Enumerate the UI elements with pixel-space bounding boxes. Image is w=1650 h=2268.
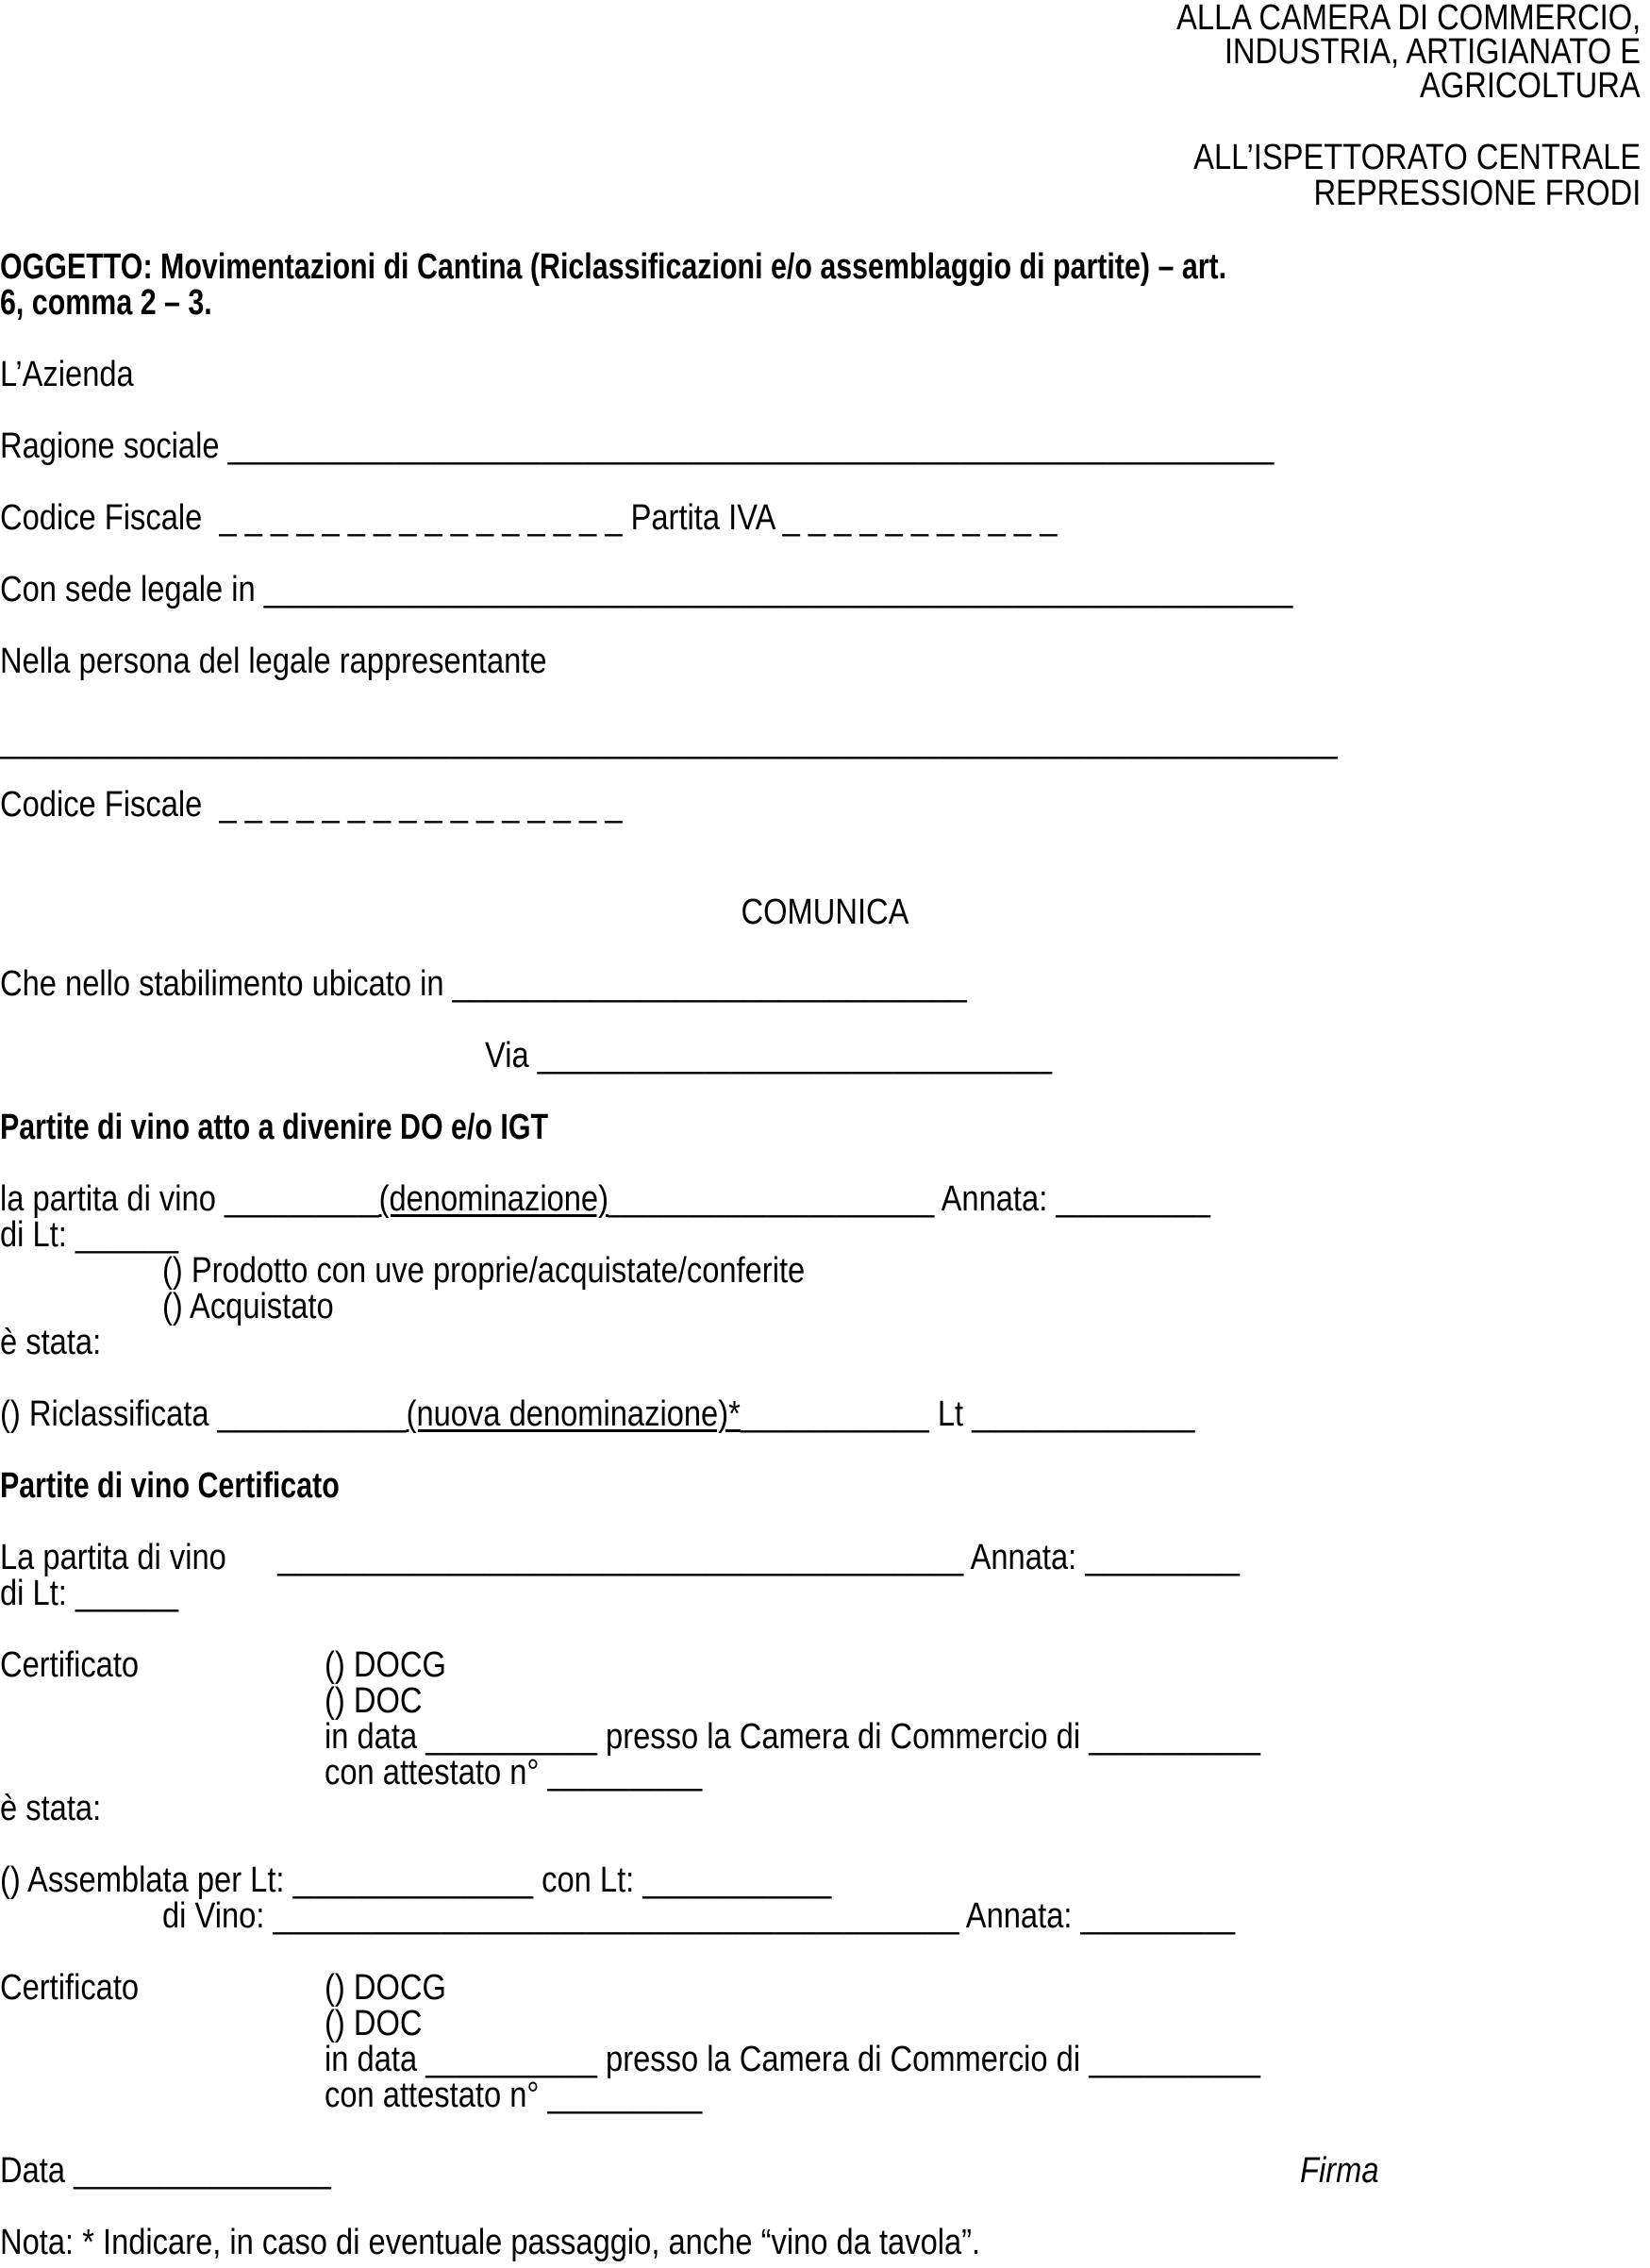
stabilimento-row <box>0 966 967 1002</box>
subject-line-2: 6, comma 2 – 3. <box>0 283 212 323</box>
do-partita-label: la partita di vino <box>0 1179 216 1219</box>
cert-lt-field[interactable]: ______ <box>75 1574 178 1613</box>
cert-annata-label: Annata: <box>970 1538 1077 1577</box>
riclassificata-option[interactable]: () Riclassificata <box>0 1394 209 1434</box>
sede-legale-label: Con sede legale in <box>0 570 256 609</box>
do-annata-field[interactable]: _________ <box>1056 1179 1210 1219</box>
do-option-acquistato[interactable]: () Acquistato <box>162 1287 334 1326</box>
via-field[interactable]: ______________________________ <box>537 1036 1052 1076</box>
firma-label: Firma <box>1300 2151 1379 2191</box>
cert1-attestato-row <box>325 1755 702 1791</box>
cert2-option-docg[interactable]: () DOCG <box>325 1968 446 2008</box>
cert2-attestato-field[interactable]: _________ <box>547 2076 703 2115</box>
rappresentante-label: Nella persona del legale rappresentante <box>0 642 547 681</box>
assemblata-option[interactable]: () Assemblata per Lt: <box>0 1860 285 1900</box>
do-partita-hint: (denominazione) <box>378 1179 608 1219</box>
cert1-attestato-label: con attestato n° <box>325 1753 540 1793</box>
cert1-attestato-field[interactable]: _________ <box>547 1753 703 1793</box>
subject-line-1: OGGETTO: Movimentazioni di Cantina (Riclassificazioni e/o assemblaggio di partite) – art. <box>0 247 1227 287</box>
cert2-in-data-label: in data <box>325 2040 418 2079</box>
cert2-label: Certificato <box>0 1968 140 2008</box>
riclassificata-field[interactable] <box>218 1394 929 1434</box>
data-field[interactable]: _______________ <box>74 2151 331 2191</box>
con-lt-label: con Lt: <box>542 1860 635 1900</box>
cert1-presso-label: presso la Camera di Commercio di <box>606 1717 1081 1757</box>
section-do-heading: Partite di vino atto a divenire DO e/o IGT <box>0 1108 549 1147</box>
recipient-inspectorate-line-2: REPRESSIONE FRODI <box>1313 174 1641 213</box>
assemblata-lt-field[interactable]: ______________ <box>292 1860 534 1900</box>
riclass-blank-pre: ___________ <box>217 1394 407 1434</box>
ragione-sociale-row <box>0 428 1274 464</box>
data-row <box>0 2153 331 2189</box>
cert-partita-label: La partita di vino <box>0 1538 226 1577</box>
riclassificata-row <box>0 1396 1194 1432</box>
do-lt-label: di Lt: <box>0 1215 67 1255</box>
rappr-codice-fiscale-label: Codice Fiscale <box>0 785 203 825</box>
via-row <box>485 1038 1052 1074</box>
cert2-attestato-row <box>325 2077 702 2113</box>
cert-partita-row <box>0 1540 1240 1576</box>
codice-fiscale-row <box>0 500 1057 536</box>
cert2-presso-field[interactable]: __________ <box>1089 2040 1260 2079</box>
do-partita-blank-pre: _________ <box>224 1179 379 1219</box>
cert-annata-field[interactable]: _________ <box>1085 1538 1240 1577</box>
cert1-label: Certificato <box>0 1645 140 1685</box>
cert2-in-data-row <box>325 2042 1260 2077</box>
rappresentante-field[interactable]: ______________________________________________________________________________ <box>0 721 1338 760</box>
sede-legale-field[interactable]: ____________________________________________________________ <box>263 570 1293 609</box>
riclass-lt-label: Lt <box>937 1394 964 1434</box>
do-lt-field[interactable]: ______ <box>75 1215 178 1255</box>
annata2-field[interactable]: _________ <box>1080 1896 1236 1936</box>
rappr-codice-fiscale-field[interactable]: _ _ _ _ _ _ _ _ _ _ _ _ _ _ _ _ <box>219 785 623 825</box>
stabilimento-field[interactable]: ______________________________ <box>452 964 967 1004</box>
recipient-chamber-line-3: AGRICOLTURA <box>1420 66 1641 106</box>
do-partita-field[interactable] <box>225 1179 934 1219</box>
via-label: Via <box>485 1036 529 1076</box>
cert2-attestato-label: con attestato n° <box>325 2076 540 2115</box>
do-annata-label: Annata: <box>941 1179 1048 1219</box>
riclass-hint: (nuova denominazione)* <box>406 1394 741 1434</box>
codice-fiscale-label: Codice Fiscale <box>0 498 203 538</box>
di-vino-label: di Vino: <box>162 1896 265 1936</box>
recipient-chamber-line-2: INDUSTRIA, ARTIGIANATO E <box>1224 32 1641 72</box>
rappr-codice-fiscale-row <box>0 787 622 823</box>
di-vino-row <box>162 1898 1235 1934</box>
cert1-in-data-row <box>325 1719 1260 1755</box>
cert1-presso-field[interactable]: __________ <box>1089 1717 1260 1757</box>
partita-iva-field[interactable]: _ _ _ _ _ _ _ _ _ _ _ <box>782 498 1058 538</box>
recipient-chamber-line-1: ALLA CAMERA DI COMMERCIO, <box>1175 0 1641 38</box>
riclass-lt-field[interactable]: _____________ <box>972 1394 1195 1434</box>
assemblata-row <box>0 1862 831 1898</box>
cert2-presso-label: presso la Camera di Commercio di <box>606 2040 1081 2079</box>
do-partita-blank-post: ___________________ <box>608 1179 935 1219</box>
ragione-sociale-field[interactable]: _____________________________________________________________ <box>227 426 1275 466</box>
codice-fiscale-field[interactable]: _ _ _ _ _ _ _ _ _ _ _ _ _ _ _ _ <box>219 498 623 538</box>
do-partita-row <box>0 1181 1210 1217</box>
data-label: Data <box>0 2151 66 2191</box>
cert1-option-docg[interactable]: () DOCG <box>325 1645 446 1685</box>
partita-iva-label: Partita IVA <box>630 498 775 538</box>
cert-lt-row <box>0 1576 178 1611</box>
con-lt-field[interactable]: ___________ <box>642 1860 832 1900</box>
cert1-in-data-label: in data <box>325 1717 418 1757</box>
do-option-prodotto[interactable]: () Prodotto con uve proprie/acquistate/conferite <box>162 1251 806 1291</box>
do-stata-label: è stata: <box>0 1323 102 1362</box>
section-cert-heading: Partite di vino Certificato <box>0 1466 340 1506</box>
annata2-label: Annata: <box>965 1896 1073 1936</box>
cert-stata-label: è stata: <box>0 1789 102 1828</box>
di-vino-field[interactable]: ________________________________________ <box>273 1896 959 1936</box>
stabilimento-label: Che nello stabilimento ubicato in <box>0 964 444 1004</box>
sede-legale-row <box>0 572 1292 608</box>
ragione-sociale-label: Ragione sociale <box>0 426 220 466</box>
azienda-intro: L’Azienda <box>0 355 134 394</box>
cert1-in-data-field[interactable]: __________ <box>425 1717 597 1757</box>
cert2-option-doc[interactable]: () DOC <box>325 2004 423 2043</box>
cert1-option-doc[interactable]: () DOC <box>325 1681 423 1721</box>
riclass-blank-post: ___________ <box>740 1394 929 1434</box>
nota: Nota: * Indicare, in caso di eventuale passaggio, anche “vino da tavola”. <box>0 2223 981 2262</box>
do-lt-row <box>0 1217 178 1253</box>
comunica-heading: COMUNICA <box>741 892 909 932</box>
recipient-inspectorate-line-1: ALL’ISPETTORATO CENTRALE <box>1192 138 1641 177</box>
cert-partita-field[interactable]: ________________________________________ <box>277 1538 964 1577</box>
cert2-in-data-field[interactable]: __________ <box>425 2040 597 2079</box>
cert-lt-label: di Lt: <box>0 1574 67 1613</box>
